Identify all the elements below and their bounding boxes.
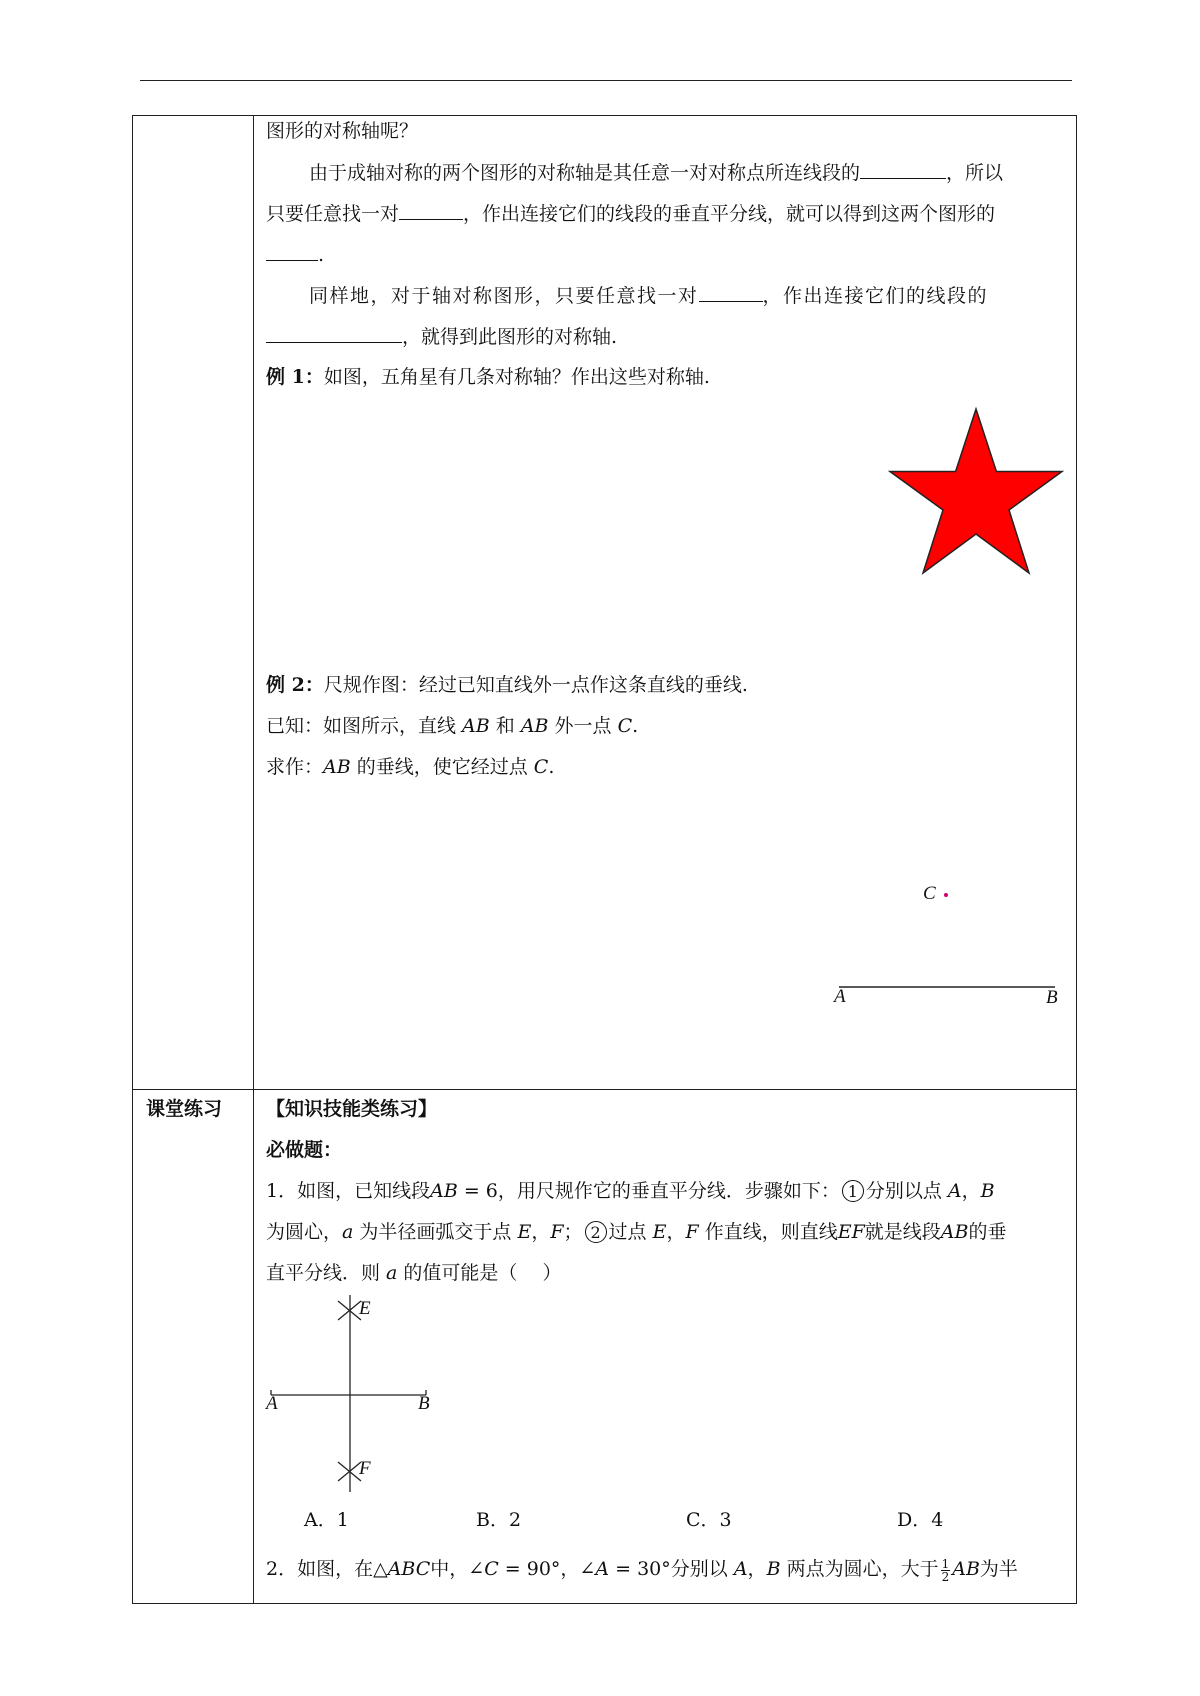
math-ab: AB <box>323 756 351 778</box>
q1-text: 分别以点 <box>865 1180 948 1202</box>
example-2-text: 尺规作图：经过已知直线外一点作这条直线的垂线. <box>323 674 748 696</box>
intro-text: ，作出连接它们的线段的垂直平分线，就可以得到这两个图形的 <box>463 203 996 225</box>
q2-text: 2．如图，在△ <box>266 1558 388 1580</box>
math-c: C <box>617 715 633 737</box>
math-ab: AB <box>940 1221 969 1243</box>
q1-text: = 6，用尺规作它的垂直平分线．步骤如下： <box>457 1180 840 1202</box>
find-text: . <box>548 756 555 778</box>
math-f: F <box>550 1221 564 1243</box>
q1-text: 的垂 <box>968 1221 1007 1243</box>
q1-text: 就是线段 <box>864 1221 941 1243</box>
math-ab: AB <box>462 715 490 737</box>
fraction-one-half <box>941 1558 951 1583</box>
given-text: 和 <box>489 715 521 737</box>
q1-text: 直平分线．则 <box>266 1262 387 1284</box>
intro-line-0: 图形的对称轴呢？ <box>266 120 419 142</box>
q1-text: 1．如图，已知线段 <box>266 1180 431 1202</box>
q2-text: 为半 <box>979 1558 1018 1580</box>
point-b-label: B <box>418 1393 430 1414</box>
point-a-label: A <box>266 1393 278 1414</box>
given-text: 外一点 <box>548 715 618 737</box>
math-a-radius: a <box>342 1221 354 1243</box>
find-text: 求作： <box>266 756 324 778</box>
given-text: . <box>632 715 639 737</box>
example-2-label: 例 2： <box>266 674 324 696</box>
point-e-label: E <box>359 1298 371 1319</box>
math-a: A <box>595 1558 610 1580</box>
math-ab: AB <box>430 1180 458 1202</box>
q1-text: ， <box>961 1180 981 1202</box>
q2-text: 两点为圆心，大于 <box>780 1558 939 1580</box>
example-1-text: 如图，五角星有几条对称轴？作出这些对称轴. <box>323 366 710 388</box>
required-heading: 必做题： <box>266 1139 343 1161</box>
q1-text: ， <box>531 1221 551 1243</box>
intro-text: ，所以 <box>946 162 1004 184</box>
q1-text: ， <box>666 1221 686 1243</box>
point-a-label: A <box>834 986 846 1007</box>
fraction-denominator: 2 <box>941 1569 950 1584</box>
q2-text: = 30°分别以 <box>609 1558 734 1580</box>
math-ef: EF <box>837 1221 865 1243</box>
example-1-label: 例 1： <box>266 366 324 388</box>
q2-text: 中，∠ <box>430 1558 485 1580</box>
option-c: C．3 <box>686 1509 732 1531</box>
option-b: B．2 <box>476 1509 522 1531</box>
intro-text: 只要任意找一对 <box>266 203 400 225</box>
math-c: C <box>484 1558 499 1580</box>
step-1-marker: 1 <box>842 1180 864 1202</box>
q2-text: ， <box>747 1558 767 1580</box>
q1-text: 为半径画弧交于点 <box>353 1221 518 1243</box>
math-c: C <box>533 756 549 778</box>
fraction-numerator: 1 <box>941 1556 950 1571</box>
math-ab: AB <box>520 715 549 737</box>
math-b: B <box>766 1558 781 1580</box>
intro-text: 由于成轴对称的两个图形的对称轴是其任意一对对称点所连线段的 <box>309 162 861 184</box>
step-2-marker: 2 <box>585 1221 607 1243</box>
option-d: D．4 <box>897 1509 944 1531</box>
intro-text: 同样地，对于轴对称图形，只要任意找一对 <box>309 285 699 307</box>
question-2-line-1 <box>266 1557 1018 1583</box>
practice-subheading: 【知识技能类练习】 <box>266 1098 438 1120</box>
math-a: A <box>947 1180 962 1202</box>
math-a: A <box>733 1558 748 1580</box>
find-text: 的垂线，使它经过点 <box>350 756 534 778</box>
section-title: 课堂练习 <box>146 1098 223 1120</box>
intro-text: . <box>318 244 325 266</box>
q1-text: 的值可能是（ ） <box>397 1262 562 1284</box>
given-text: 已知：如图所示，直线 <box>266 715 463 737</box>
math-f: F <box>685 1221 699 1243</box>
point-c-label: C <box>923 883 936 904</box>
q1-text: 作直线，则直线 <box>698 1221 838 1243</box>
q1-text: ； <box>563 1221 583 1243</box>
point-b-label: B <box>1046 987 1058 1008</box>
math-a-radius: a <box>386 1262 398 1284</box>
point-f-label: F <box>359 1458 371 1479</box>
math-b: B <box>980 1180 995 1202</box>
math-ab: AB <box>952 1558 980 1580</box>
math-e: E <box>517 1221 532 1243</box>
q1-text: 过点 <box>608 1221 653 1243</box>
intro-text: ，作出连接它们的线段的 <box>762 285 989 307</box>
math-abc: ABC <box>387 1558 431 1580</box>
q1-text: 为圆心， <box>266 1221 343 1243</box>
math-e: E <box>652 1221 667 1243</box>
option-a: A．1 <box>304 1509 349 1531</box>
q2-text: = 90°，∠ <box>498 1558 596 1580</box>
intro-text: ，就得到此图形的对称轴. <box>402 326 618 348</box>
